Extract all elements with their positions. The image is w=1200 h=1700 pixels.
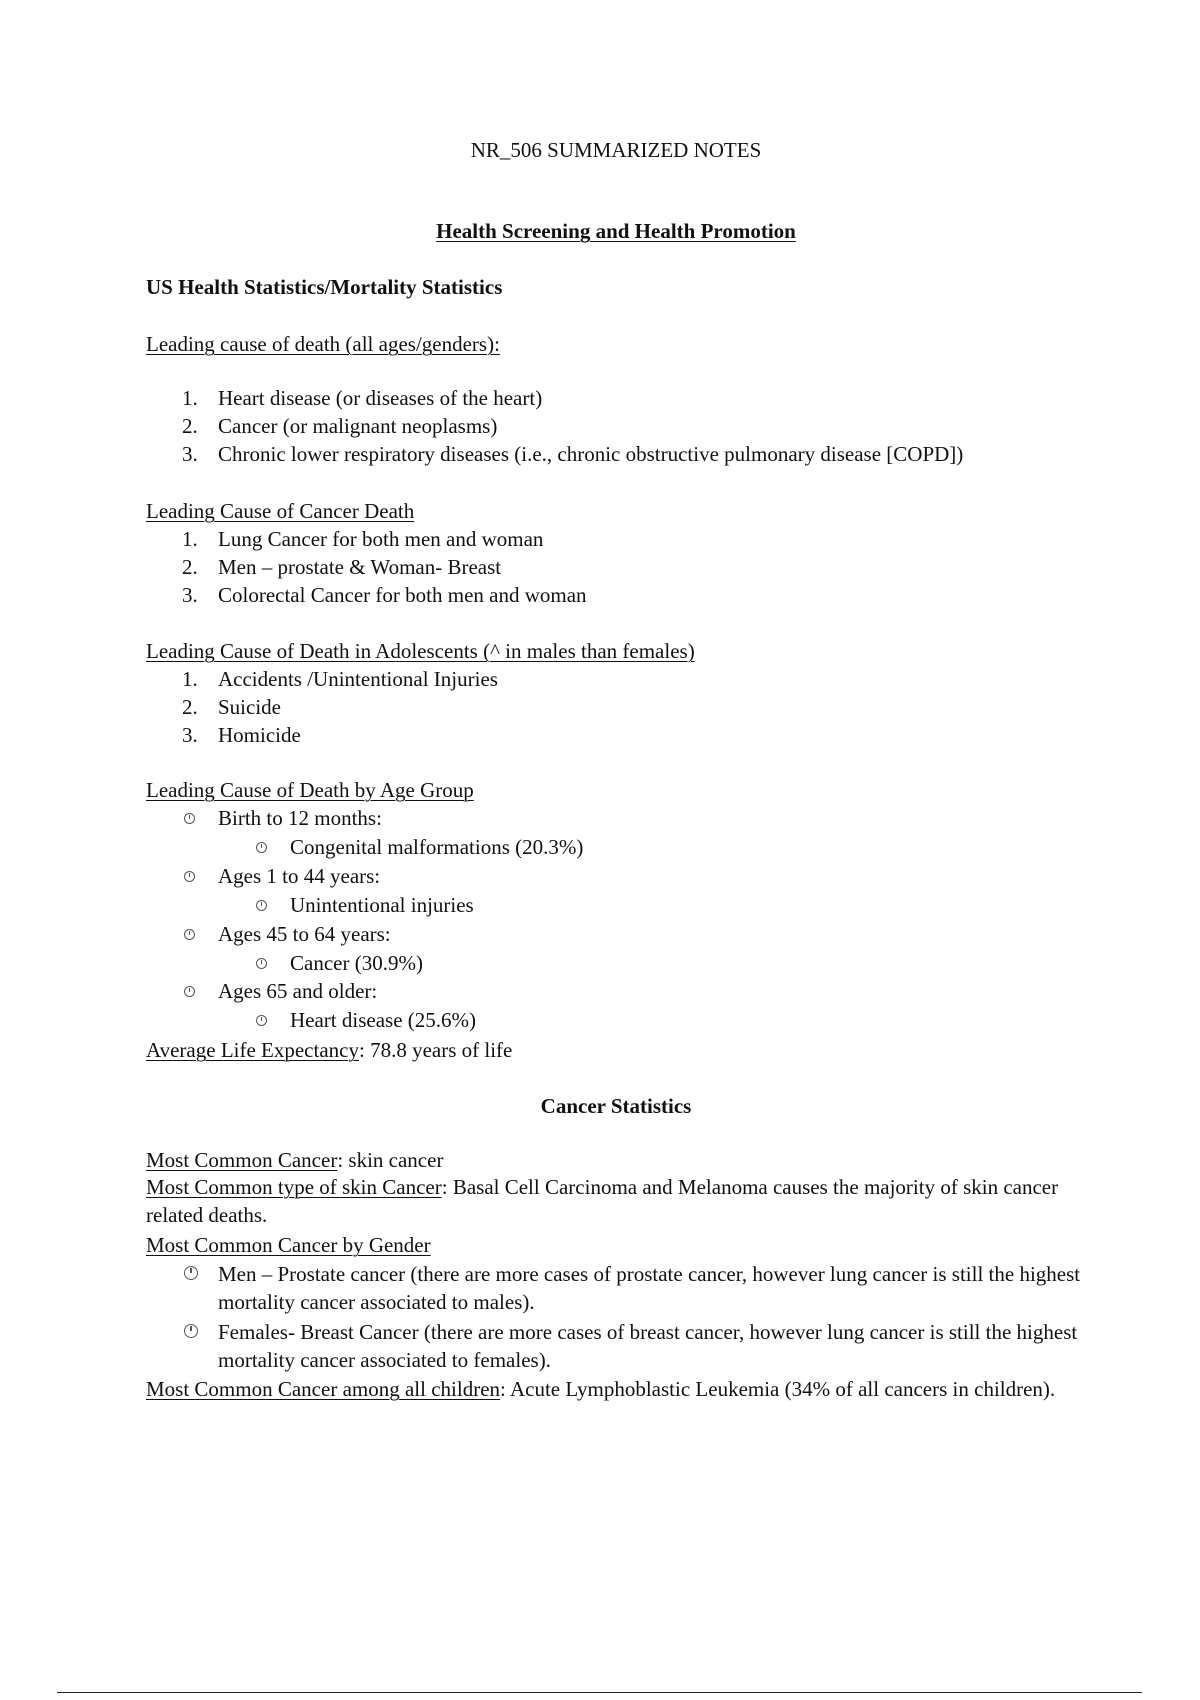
skin-cancer-type-value: : Basal Cell Carcinoma and Melanoma causes the majority of skin cancer related deaths. xyxy=(146,1175,1059,1227)
clock-bullet-icon xyxy=(184,929,195,940)
clock-bullet-icon xyxy=(184,871,195,882)
item-text: Homicide xyxy=(218,723,301,747)
item-number: 2. xyxy=(182,414,198,438)
cancer-heading: Cancer Statistics xyxy=(540,1094,692,1118)
item-text: Chronic lower respiratory diseases (i.e., chronic obstructive pulmonary disease [COPD]) xyxy=(218,442,964,466)
clock-bullet-icon xyxy=(256,1015,267,1026)
clock-bullet-icon xyxy=(184,1266,198,1280)
clock-bullet-icon xyxy=(256,900,267,911)
footer-divider xyxy=(57,1692,1142,1693)
children-cancer-label: Most Common Cancer among all children xyxy=(146,1377,501,1401)
most-common-cancer-label: Most Common Cancer xyxy=(146,1148,338,1172)
gender-item-text: Females- Breast Cancer (there are more cases of breast cancer, however lung cancer is still the highest mortality cancer associated to females). xyxy=(218,1320,1078,1372)
gender-item-text: Men – Prostate cancer (there are more cases of prostate cancer, however lung cancer is still the highest mortality cancer associated to males). xyxy=(218,1262,1081,1314)
most-common-cancer xyxy=(146,1147,443,1173)
leading-cancer-title: Leading Cause of Cancer Death xyxy=(146,499,415,523)
by-gender-title: Most Common Cancer by Gender xyxy=(146,1233,431,1257)
life-expectancy-value: : 78.8 years of life xyxy=(358,1038,513,1062)
item-number: 3. xyxy=(182,442,198,466)
age-group-label: Birth to 12 months: xyxy=(218,806,382,830)
leading-adolescents-title: Leading Cause of Death in Adolescents (^ in males than females) xyxy=(146,639,695,663)
document-page xyxy=(146,0,1086,1700)
clock-bullet-icon xyxy=(184,1324,198,1338)
item-text: Colorectal Cancer for both men and woman xyxy=(218,583,587,607)
item-number: 1. xyxy=(182,527,198,551)
item-text: Suicide xyxy=(218,695,281,719)
doc-title: NR_506 SUMMARIZED NOTES xyxy=(470,138,762,162)
item-number: 3. xyxy=(182,583,198,607)
clock-bullet-icon xyxy=(256,958,267,969)
clock-bullet-icon xyxy=(256,842,267,853)
item-text: Lung Cancer for both men and woman xyxy=(218,527,544,551)
age-group-cause: Congenital malformations (20.3%) xyxy=(290,835,584,859)
item-text: Accidents /Unintentional Injuries xyxy=(218,667,498,691)
item-number: 3. xyxy=(182,723,198,747)
leading-all-title: Leading cause of death (all ages/genders): xyxy=(146,332,500,356)
age-group-label: Ages 65 and older: xyxy=(218,979,378,1003)
stats-heading: US Health Statistics/Mortality Statistics xyxy=(146,275,503,299)
skin-cancer-type xyxy=(146,1173,1086,1229)
clock-bullet-icon xyxy=(184,813,195,824)
item-text: Cancer (or malignant neoplasms) xyxy=(218,414,498,438)
most-common-cancer-value: : skin cancer xyxy=(337,1148,444,1172)
life-expectancy xyxy=(146,1037,512,1063)
age-group-label: Ages 1 to 44 years: xyxy=(218,864,381,888)
life-expectancy-label: Average Life Expectancy xyxy=(146,1038,359,1062)
main-heading-text: Health Screening and Health Promotion xyxy=(436,219,796,243)
item-text: Men – prostate & Woman- Breast xyxy=(218,555,502,579)
item-number: 2. xyxy=(182,695,198,719)
age-group-label: Ages 45 to 64 years: xyxy=(218,922,391,946)
item-number: 2. xyxy=(182,555,198,579)
age-group-cause: Cancer (30.9%) xyxy=(290,951,423,975)
main-heading xyxy=(146,218,1086,244)
item-number: 1. xyxy=(182,667,198,691)
item-text: Heart disease (or diseases of the heart) xyxy=(218,386,543,410)
age-group-cause: Unintentional injuries xyxy=(290,893,474,917)
leading-age-title: Leading Cause of Death by Age Group xyxy=(146,778,474,802)
skin-cancer-type-label: Most Common type of skin Cancer xyxy=(146,1175,442,1199)
item-number: 1. xyxy=(182,386,198,410)
age-group-cause: Heart disease (25.6%) xyxy=(290,1008,477,1032)
children-cancer-value: : Acute Lymphoblastic Leukemia (34% of all cancers in children). xyxy=(500,1377,1056,1401)
children-cancer xyxy=(146,1375,1086,1403)
clock-bullet-icon xyxy=(184,986,195,997)
